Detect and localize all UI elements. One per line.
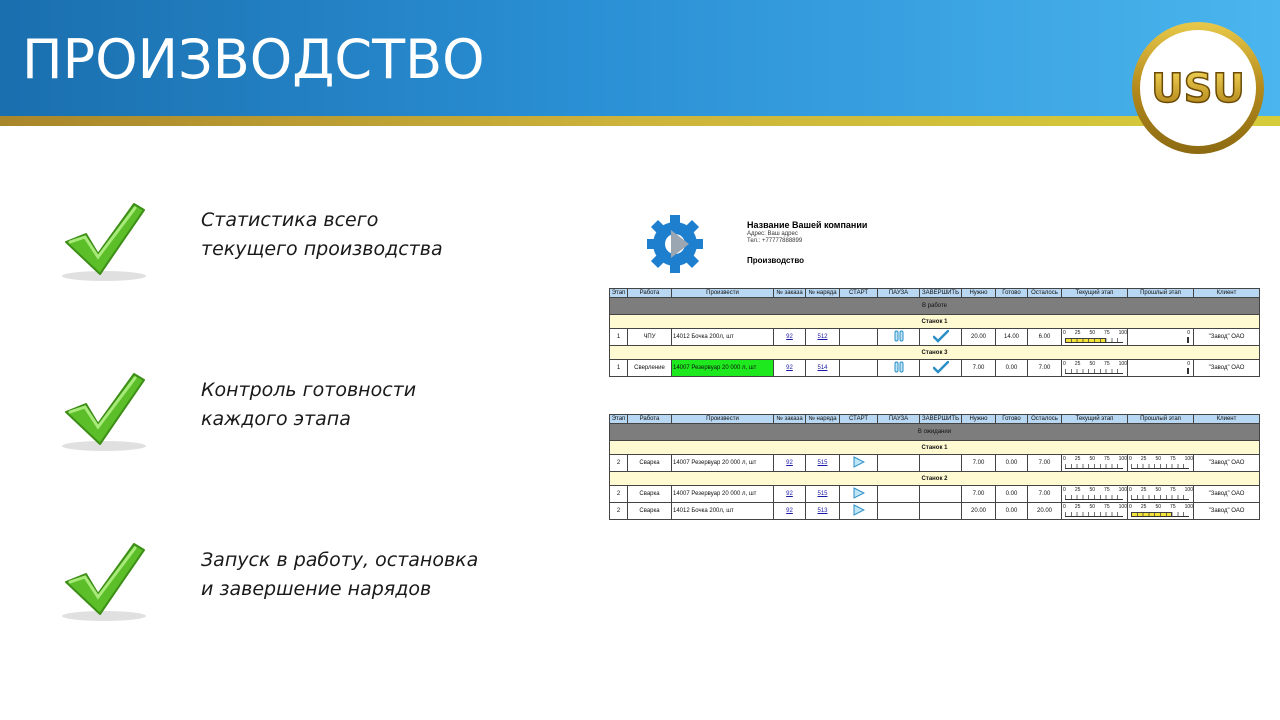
need-cell: 7.00 (962, 360, 996, 377)
scale-tick-label: 25 (1074, 329, 1081, 336)
current-stage-scale (1063, 361, 1127, 376)
scale-tick-label: 25 (1140, 486, 1147, 493)
column-header[interactable]: Клиент (1194, 415, 1260, 424)
order-cell (774, 360, 806, 377)
previous-stage-scale (1129, 504, 1193, 519)
in-work-table (609, 288, 1260, 377)
group-row (610, 441, 1260, 455)
scale-tick-label: 25 (1140, 503, 1147, 510)
column-header[interactable]: Произвести (672, 415, 774, 424)
work-cell: Сварка (628, 503, 672, 520)
order-link[interactable]: 92 (786, 508, 793, 514)
left-cell: 20.00 (1028, 503, 1062, 520)
column-header[interactable]: Клиент (1194, 289, 1260, 298)
job-cell (806, 329, 840, 346)
scale-labels (1063, 361, 1127, 367)
scale-tick-label: 0 (1063, 329, 1066, 336)
column-header[interactable]: Текущий этап (1062, 289, 1128, 298)
scale-tick-label: 50 (1155, 455, 1161, 462)
feature-text: Запуск в работу, остановка и завершение нарядов (201, 549, 479, 600)
job-cell (806, 503, 840, 520)
report-title: Производство (747, 256, 805, 265)
feature-statistics (0, 198, 560, 288)
previous-stage-marker (1187, 337, 1189, 343)
previous-stage-scale (1129, 456, 1193, 471)
start-cell (840, 455, 878, 472)
finish-cell (920, 486, 962, 503)
scale-baseline (1065, 342, 1123, 343)
scale-baseline (1131, 516, 1189, 517)
scale-baseline (1065, 373, 1123, 374)
scale-baseline (1131, 468, 1189, 469)
scale-tick-label: 25 (1074, 455, 1081, 462)
scale-tick-label: 100 (1118, 455, 1127, 462)
current-stage-cell (1062, 360, 1128, 377)
scale-tick-label: 50 (1089, 503, 1095, 510)
finish-cell (920, 503, 962, 520)
checkmark-icon (56, 538, 152, 624)
column-header[interactable]: СТАРТ (840, 289, 878, 298)
column-header[interactable]: Текущий этап (1062, 415, 1128, 424)
product-cell: 14007 Резервуар 20 000 л, шт (672, 360, 774, 377)
pause-cell (878, 486, 920, 503)
previous-stage-cell (1128, 486, 1194, 503)
scale-tick-label: 50 (1089, 486, 1095, 493)
scale-labels (1063, 504, 1127, 510)
table-row (610, 455, 1260, 472)
group-row (610, 315, 1260, 329)
work-cell: Сверление (628, 360, 672, 377)
scale-tick-label: 75 (1104, 329, 1110, 336)
column-header[interactable]: Осталось (1028, 289, 1062, 298)
scale-labels (1129, 487, 1193, 493)
job-cell (806, 486, 840, 503)
start-cell (840, 486, 878, 503)
left-cell: 7.00 (1028, 360, 1062, 377)
need-cell: 7.00 (962, 455, 996, 472)
finish-cell (920, 455, 962, 472)
need-cell: 20.00 (962, 503, 996, 520)
table-row (610, 329, 1260, 346)
column-header[interactable]: Готово (996, 415, 1028, 424)
current-stage-cell (1062, 503, 1128, 520)
table-header-row (610, 415, 1260, 424)
pause-cell (878, 455, 920, 472)
order-link[interactable]: 92 (786, 491, 793, 497)
previous-stage-marker (1187, 368, 1189, 374)
column-header[interactable]: ЗАВЕРШИТЬ (920, 289, 962, 298)
machine-name: Станок 2 (610, 472, 1260, 486)
stage-cell: 2 (610, 455, 628, 472)
job-link[interactable]: 512 (817, 334, 828, 340)
product-cell: 14007 Резервуар 20 000 л, шт (672, 455, 774, 472)
previous-stage-cell (1128, 360, 1194, 377)
start-cell (840, 503, 878, 520)
machine-name: Станок 3 (610, 346, 1260, 360)
scale-baseline (1131, 499, 1189, 500)
previous-stage-cell (1128, 455, 1194, 472)
column-header[interactable]: Прошлый этап (1128, 415, 1194, 424)
scale-tick-label: 50 (1155, 503, 1161, 510)
pause-icon[interactable] (893, 330, 905, 342)
need-cell: 7.00 (962, 486, 996, 503)
scale-tick-label: 25 (1074, 360, 1081, 367)
current-stage-scale (1063, 487, 1127, 502)
current-stage-scale (1063, 456, 1127, 471)
scale-baseline (1065, 516, 1123, 517)
current-stage-cell (1062, 329, 1128, 346)
finish-cell (920, 360, 962, 377)
section-row (610, 424, 1260, 441)
scale-tick-label: 0 (1063, 455, 1066, 462)
done-cell: 0.00 (996, 503, 1028, 520)
group-row (610, 472, 1260, 486)
scale-tick-label: 0 (1063, 486, 1066, 493)
done-cell: 0.00 (996, 486, 1028, 503)
job-cell (806, 360, 840, 377)
column-header[interactable]: № заказа (774, 289, 806, 298)
previous-stage-label: 0 (1187, 360, 1190, 367)
scale-labels (1129, 456, 1193, 462)
order-cell (774, 455, 806, 472)
checkmark-icon (56, 198, 152, 284)
feature-job-launch (0, 538, 560, 628)
scale-tick-label: 100 (1184, 503, 1193, 510)
scale-tick-label: 75 (1170, 455, 1176, 462)
current-stage-scale (1063, 504, 1127, 519)
company-phone: Тел.: +77777888899 (747, 238, 803, 244)
group-row (610, 346, 1260, 360)
product-cell: 14012 Бочка 200л, шт (672, 503, 774, 520)
column-header[interactable]: СТАРТ (840, 415, 878, 424)
job-link[interactable]: 515 (817, 491, 828, 497)
scale-tick-label: 50 (1089, 329, 1095, 336)
left-cell: 7.00 (1028, 455, 1062, 472)
column-header[interactable]: № заказа (774, 415, 806, 424)
scale-tick-label: 50 (1089, 360, 1095, 367)
play-icon[interactable] (853, 504, 865, 516)
previous-stage-cell (1128, 329, 1194, 346)
job-cell (806, 455, 840, 472)
company-address: Адрес: Ваш адрес (747, 231, 798, 237)
column-header[interactable]: Этап (610, 415, 628, 424)
current-stage-cell (1062, 486, 1128, 503)
header-stripe (0, 116, 1280, 126)
column-header[interactable]: № наряда (806, 289, 840, 298)
play-icon[interactable] (853, 456, 865, 468)
job-link[interactable]: 513 (817, 508, 828, 514)
logo-text: USU (1151, 66, 1245, 112)
previous-stage-cell (1128, 503, 1194, 520)
order-link[interactable]: 92 (786, 460, 793, 466)
table-row (610, 360, 1260, 377)
table-row (610, 486, 1260, 503)
column-header[interactable]: Нужно (962, 289, 996, 298)
pause-cell (878, 329, 920, 346)
scale-tick-label: 0 (1129, 503, 1132, 510)
stage-cell: 2 (610, 503, 628, 520)
scale-baseline (1065, 468, 1123, 469)
scale-labels (1063, 456, 1127, 462)
current-stage-cell (1062, 455, 1128, 472)
order-link[interactable]: 92 (786, 365, 793, 371)
column-header[interactable]: Нужно (962, 415, 996, 424)
client-cell: "Завод" ОАО (1194, 486, 1260, 503)
scale-tick-label: 25 (1140, 455, 1147, 462)
client-cell: "Завод" ОАО (1194, 455, 1260, 472)
scale-tick-label: 100 (1118, 360, 1127, 367)
order-cell (774, 486, 806, 503)
work-cell: ЧПУ (628, 329, 672, 346)
start-cell (840, 329, 878, 346)
product-cell: 14007 Резервуар 20 000 л, шт (672, 486, 774, 503)
scale-labels (1063, 487, 1127, 493)
production-report (609, 212, 1259, 542)
pause-cell (878, 360, 920, 377)
feature-text: Контроль готовности каждого этапа (201, 379, 417, 430)
scale-tick-label: 75 (1170, 486, 1176, 493)
previous-stage-scale (1152, 361, 1192, 376)
stage-cell: 1 (610, 360, 628, 377)
usu-logo (1127, 20, 1269, 156)
column-header[interactable]: Осталось (1028, 415, 1062, 424)
column-header[interactable]: ПАУЗА (878, 415, 920, 424)
scale-tick-label: 0 (1129, 486, 1132, 493)
previous-stage-label: 0 (1187, 329, 1190, 336)
job-link[interactable]: 514 (817, 365, 828, 371)
machine-name: Станок 1 (610, 315, 1260, 329)
scale-tick-label: 50 (1089, 455, 1095, 462)
start-cell (840, 360, 878, 377)
complete-check-icon[interactable] (933, 361, 949, 374)
column-header[interactable]: Готово (996, 289, 1028, 298)
work-cell: Сварка (628, 486, 672, 503)
column-header[interactable]: Работа (628, 289, 672, 298)
client-cell: "Завод" ОАО (1194, 329, 1260, 346)
table-header-row (610, 289, 1260, 298)
column-header[interactable]: Работа (628, 415, 672, 424)
order-cell (774, 329, 806, 346)
left-cell: 7.00 (1028, 486, 1062, 503)
scale-labels (1063, 330, 1127, 336)
pause-cell (878, 503, 920, 520)
finish-cell (920, 329, 962, 346)
done-cell: 0.00 (996, 360, 1028, 377)
scale-tick-label: 75 (1104, 503, 1110, 510)
page-title: ПРОИЗВОДСТВО (22, 28, 485, 91)
section-title: В работе (610, 298, 1260, 315)
order-link[interactable]: 92 (786, 334, 793, 340)
complete-check-icon[interactable] (933, 330, 949, 343)
pause-icon[interactable] (893, 361, 905, 373)
current-stage-scale (1063, 330, 1127, 345)
scale-tick-label: 0 (1129, 455, 1132, 462)
previous-stage-scale (1129, 487, 1193, 502)
feature-stage-control (0, 368, 560, 458)
scale-tick-label: 25 (1074, 486, 1081, 493)
previous-stage-scale (1152, 330, 1192, 345)
job-link[interactable]: 515 (817, 460, 828, 466)
scale-tick-label: 75 (1104, 360, 1110, 367)
scale-tick-label: 100 (1118, 329, 1127, 336)
machine-name: Станок 1 (610, 441, 1260, 455)
section-title: В ожидании (610, 424, 1260, 441)
need-cell: 20.00 (962, 329, 996, 346)
scale-tick-label: 75 (1104, 455, 1110, 462)
scale-tick-label: 0 (1063, 360, 1066, 367)
work-cell: Сварка (628, 455, 672, 472)
section-row (610, 298, 1260, 315)
column-header[interactable]: ПАУЗА (878, 289, 920, 298)
waiting-table (609, 414, 1260, 520)
order-cell (774, 503, 806, 520)
column-header[interactable]: Этап (610, 289, 628, 298)
done-cell: 0.00 (996, 455, 1028, 472)
done-cell: 14.00 (996, 329, 1028, 346)
scale-tick-label: 75 (1170, 503, 1176, 510)
scale-baseline (1065, 499, 1123, 500)
company-name: Название Вашей компании (747, 220, 868, 230)
checkmark-icon (56, 368, 152, 454)
client-cell: "Завод" ОАО (1194, 503, 1260, 520)
scale-tick-label: 75 (1104, 486, 1110, 493)
left-cell: 6.00 (1028, 329, 1062, 346)
stage-cell: 1 (610, 329, 628, 346)
scale-tick-label: 100 (1118, 503, 1127, 510)
column-header[interactable]: Прошлый этап (1128, 289, 1194, 298)
scale-labels (1129, 504, 1193, 510)
scale-tick-label: 100 (1184, 455, 1193, 462)
column-header[interactable]: № наряда (806, 415, 840, 424)
scale-tick-label: 50 (1155, 486, 1161, 493)
gear-icon (647, 212, 703, 276)
play-icon[interactable] (853, 487, 865, 499)
client-cell: "Завод" ОАО (1194, 360, 1260, 377)
stage-cell: 2 (610, 486, 628, 503)
column-header[interactable]: Произвести (672, 289, 774, 298)
feature-text: Статистика всего текущего производства (201, 209, 443, 260)
product-cell: 14012 Бочка 200л, шт (672, 329, 774, 346)
table-row (610, 503, 1260, 520)
column-header[interactable]: ЗАВЕРШИТЬ (920, 415, 962, 424)
scale-tick-label: 25 (1074, 503, 1081, 510)
scale-tick-label: 100 (1118, 486, 1127, 493)
scale-tick-label: 0 (1063, 503, 1066, 510)
scale-tick-label: 100 (1184, 486, 1193, 493)
